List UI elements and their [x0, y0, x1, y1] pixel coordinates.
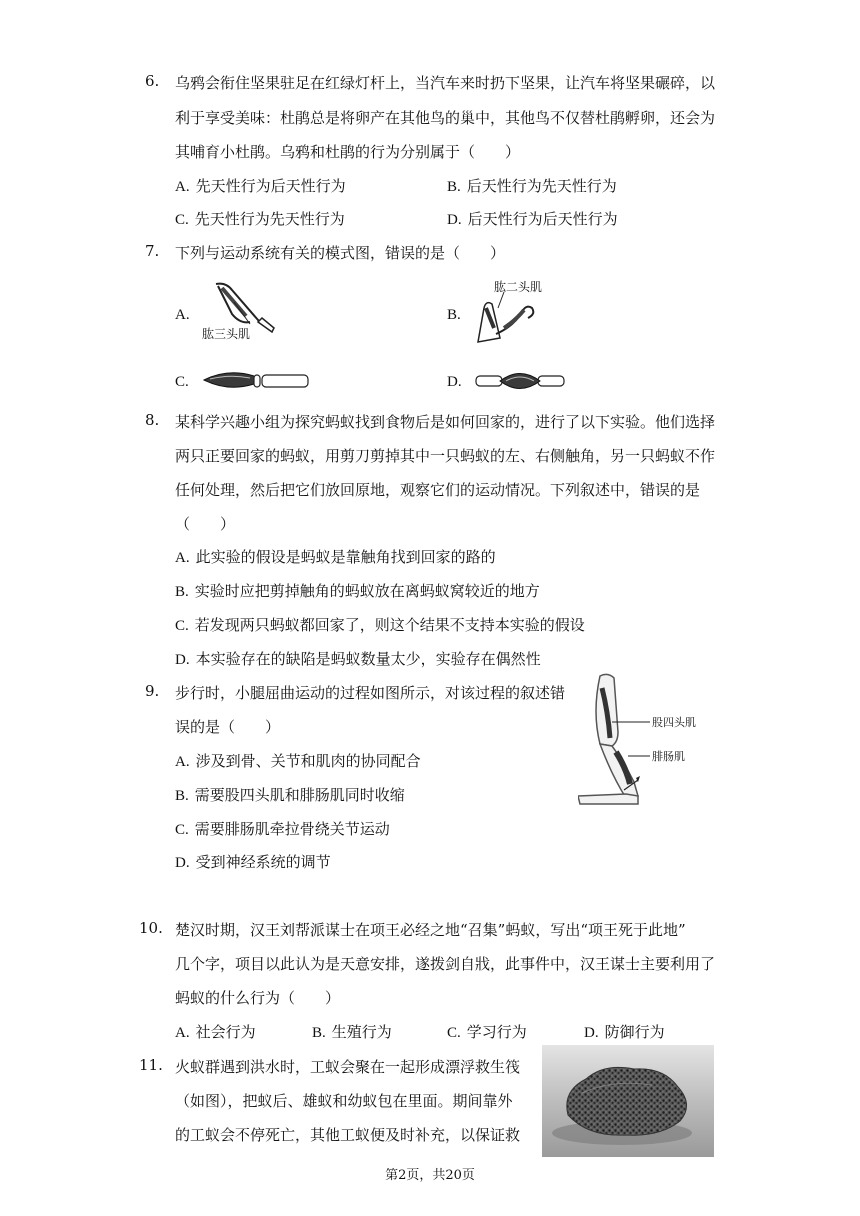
question-11-number: 11.: [139, 1056, 163, 1074]
question-7-line-1: 下列与运动系统有关的模式图，错误的是（ ）: [175, 244, 506, 262]
question-10-line-2: 几个字，项目以此认为是天意安排，遂拨剑自戕，此事件中，汉王谋士主要利用了: [175, 955, 716, 973]
question-6-option-d[interactable]: D. 后天性行为后天性行为: [447, 210, 618, 228]
question-7-figure-b: [470, 278, 550, 348]
question-9-line-1: 步行时，小腿屈曲运动的过程如图所示，对该过程的叙述错: [175, 684, 566, 702]
question-6-line-1: 乌鸦会衔住坚果驻足在红绿灯杆上，当汽车来时扔下坚果，让汽车将坚果碾碎，以: [175, 74, 716, 92]
question-7-option-c[interactable]: C.: [175, 374, 189, 390]
question-8-option-c[interactable]: C. 若发现两只蚂蚁都回家了，则这个结果不支持本实验的假设: [175, 616, 585, 634]
question-8-option-d[interactable]: D. 本实验存在的缺陷是蚂蚁数量太少，实验存在偶然性: [175, 650, 541, 668]
question-8-option-a[interactable]: A. 此实验的假设是蚂蚁是靠触角找到回家的路的: [175, 548, 496, 566]
question-8-line-4: （ ）: [175, 515, 236, 533]
question-11-line-3: 的工蚁会不停死亡，其他工蚁便及时补充，以保证救: [175, 1126, 521, 1144]
question-8-option-b[interactable]: B. 实验时应把剪掉触角的蚂蚁放在离蚂蚁窝较近的地方: [175, 582, 540, 600]
question-9-line-2: 误的是（ ）: [175, 718, 281, 736]
question-7-figure-d: [474, 364, 566, 398]
question-10-option-c[interactable]: C. 学习行为: [447, 1023, 527, 1041]
question-7-figure-a: [198, 280, 288, 342]
question-9-leg-figure: [578, 672, 720, 808]
question-10-number: 10.: [139, 919, 163, 937]
question-7-figure-a-label: 肱三头肌: [202, 327, 251, 341]
question-9-label-gastrocnemius: 腓肠肌: [652, 750, 685, 763]
question-9-number: 9.: [145, 682, 160, 700]
question-6-number: 6.: [145, 72, 160, 90]
question-8-line-2: 两只正要回家的蚂蚁，用剪刀剪掉其中一只蚂蚁的左、右侧触角，另一只蚂蚁不作: [175, 447, 716, 465]
question-8-line-1: 某科学兴趣小组为探究蚂蚁找到食物后是如何回家的，进行了以下实验。他们选择: [175, 413, 716, 431]
question-11-line-2: （如图），把蚁后、雄蚁和幼蚁包在里面。期间靠外: [175, 1092, 513, 1110]
question-9-option-a[interactable]: A. 涉及到骨、关节和肌肉的协同配合: [175, 752, 421, 770]
question-6-line-3: 其哺育小杜鹃。乌鸦和杜鹃的行为分别属于（ ）: [175, 143, 521, 161]
question-7-figure-c: [200, 366, 312, 396]
question-7-number: 7.: [145, 242, 160, 260]
question-9-label-quadriceps: 股四头肌: [652, 716, 696, 729]
question-6-line-2: 利于享受美味：杜鹃总是将卵产在其他鸟的巢中，其他鸟不仅替杜鹃孵卵，还会为: [175, 109, 716, 127]
page-footer: 第2页，共20页: [385, 1168, 475, 1183]
question-9-option-b[interactable]: B. 需要股四头肌和腓肠肌同时收缩: [175, 786, 405, 804]
question-10-option-b[interactable]: B. 生殖行为: [312, 1023, 392, 1041]
question-10-option-a[interactable]: A. 社会行为: [175, 1023, 256, 1041]
question-10-line-1: 楚汉时期，汉王刘帮派谋士在项王必经之地“召集”蚂蚁，写出“项王死于此地”: [175, 921, 686, 939]
question-6-option-c[interactable]: C. 先天性行为先天性行为: [175, 210, 345, 228]
question-7-option-d[interactable]: D.: [447, 374, 462, 390]
question-6-option-b[interactable]: B. 后天性行为先天性行为: [447, 177, 617, 195]
question-8-line-3: 任何处理，然后把它们放回原地，观察它们的运动情况。下列叙述中，错误的是: [175, 481, 701, 499]
question-7-option-a[interactable]: A.: [175, 307, 190, 323]
question-8-number: 8.: [145, 411, 160, 429]
question-11-line-1: 火蚁群遇到洪水时，工蚁会聚在一起形成漂浮救生筏: [175, 1058, 521, 1076]
question-7-option-b[interactable]: B.: [447, 307, 461, 323]
question-9-option-c[interactable]: C. 需要腓肠肌牵拉骨绕关节运动: [175, 820, 390, 838]
fire-ant-raft-photo: [542, 1045, 714, 1157]
question-10-option-d[interactable]: D. 防御行为: [584, 1023, 665, 1041]
question-7-figure-b-label: 肱二头肌: [494, 280, 543, 294]
question-9-option-d[interactable]: D. 受到神经系统的调节: [175, 853, 331, 871]
question-10-line-3: 蚂蚁的什么行为（ ）: [175, 989, 341, 1007]
question-6-option-a[interactable]: A. 先天性行为后天性行为: [175, 177, 346, 195]
